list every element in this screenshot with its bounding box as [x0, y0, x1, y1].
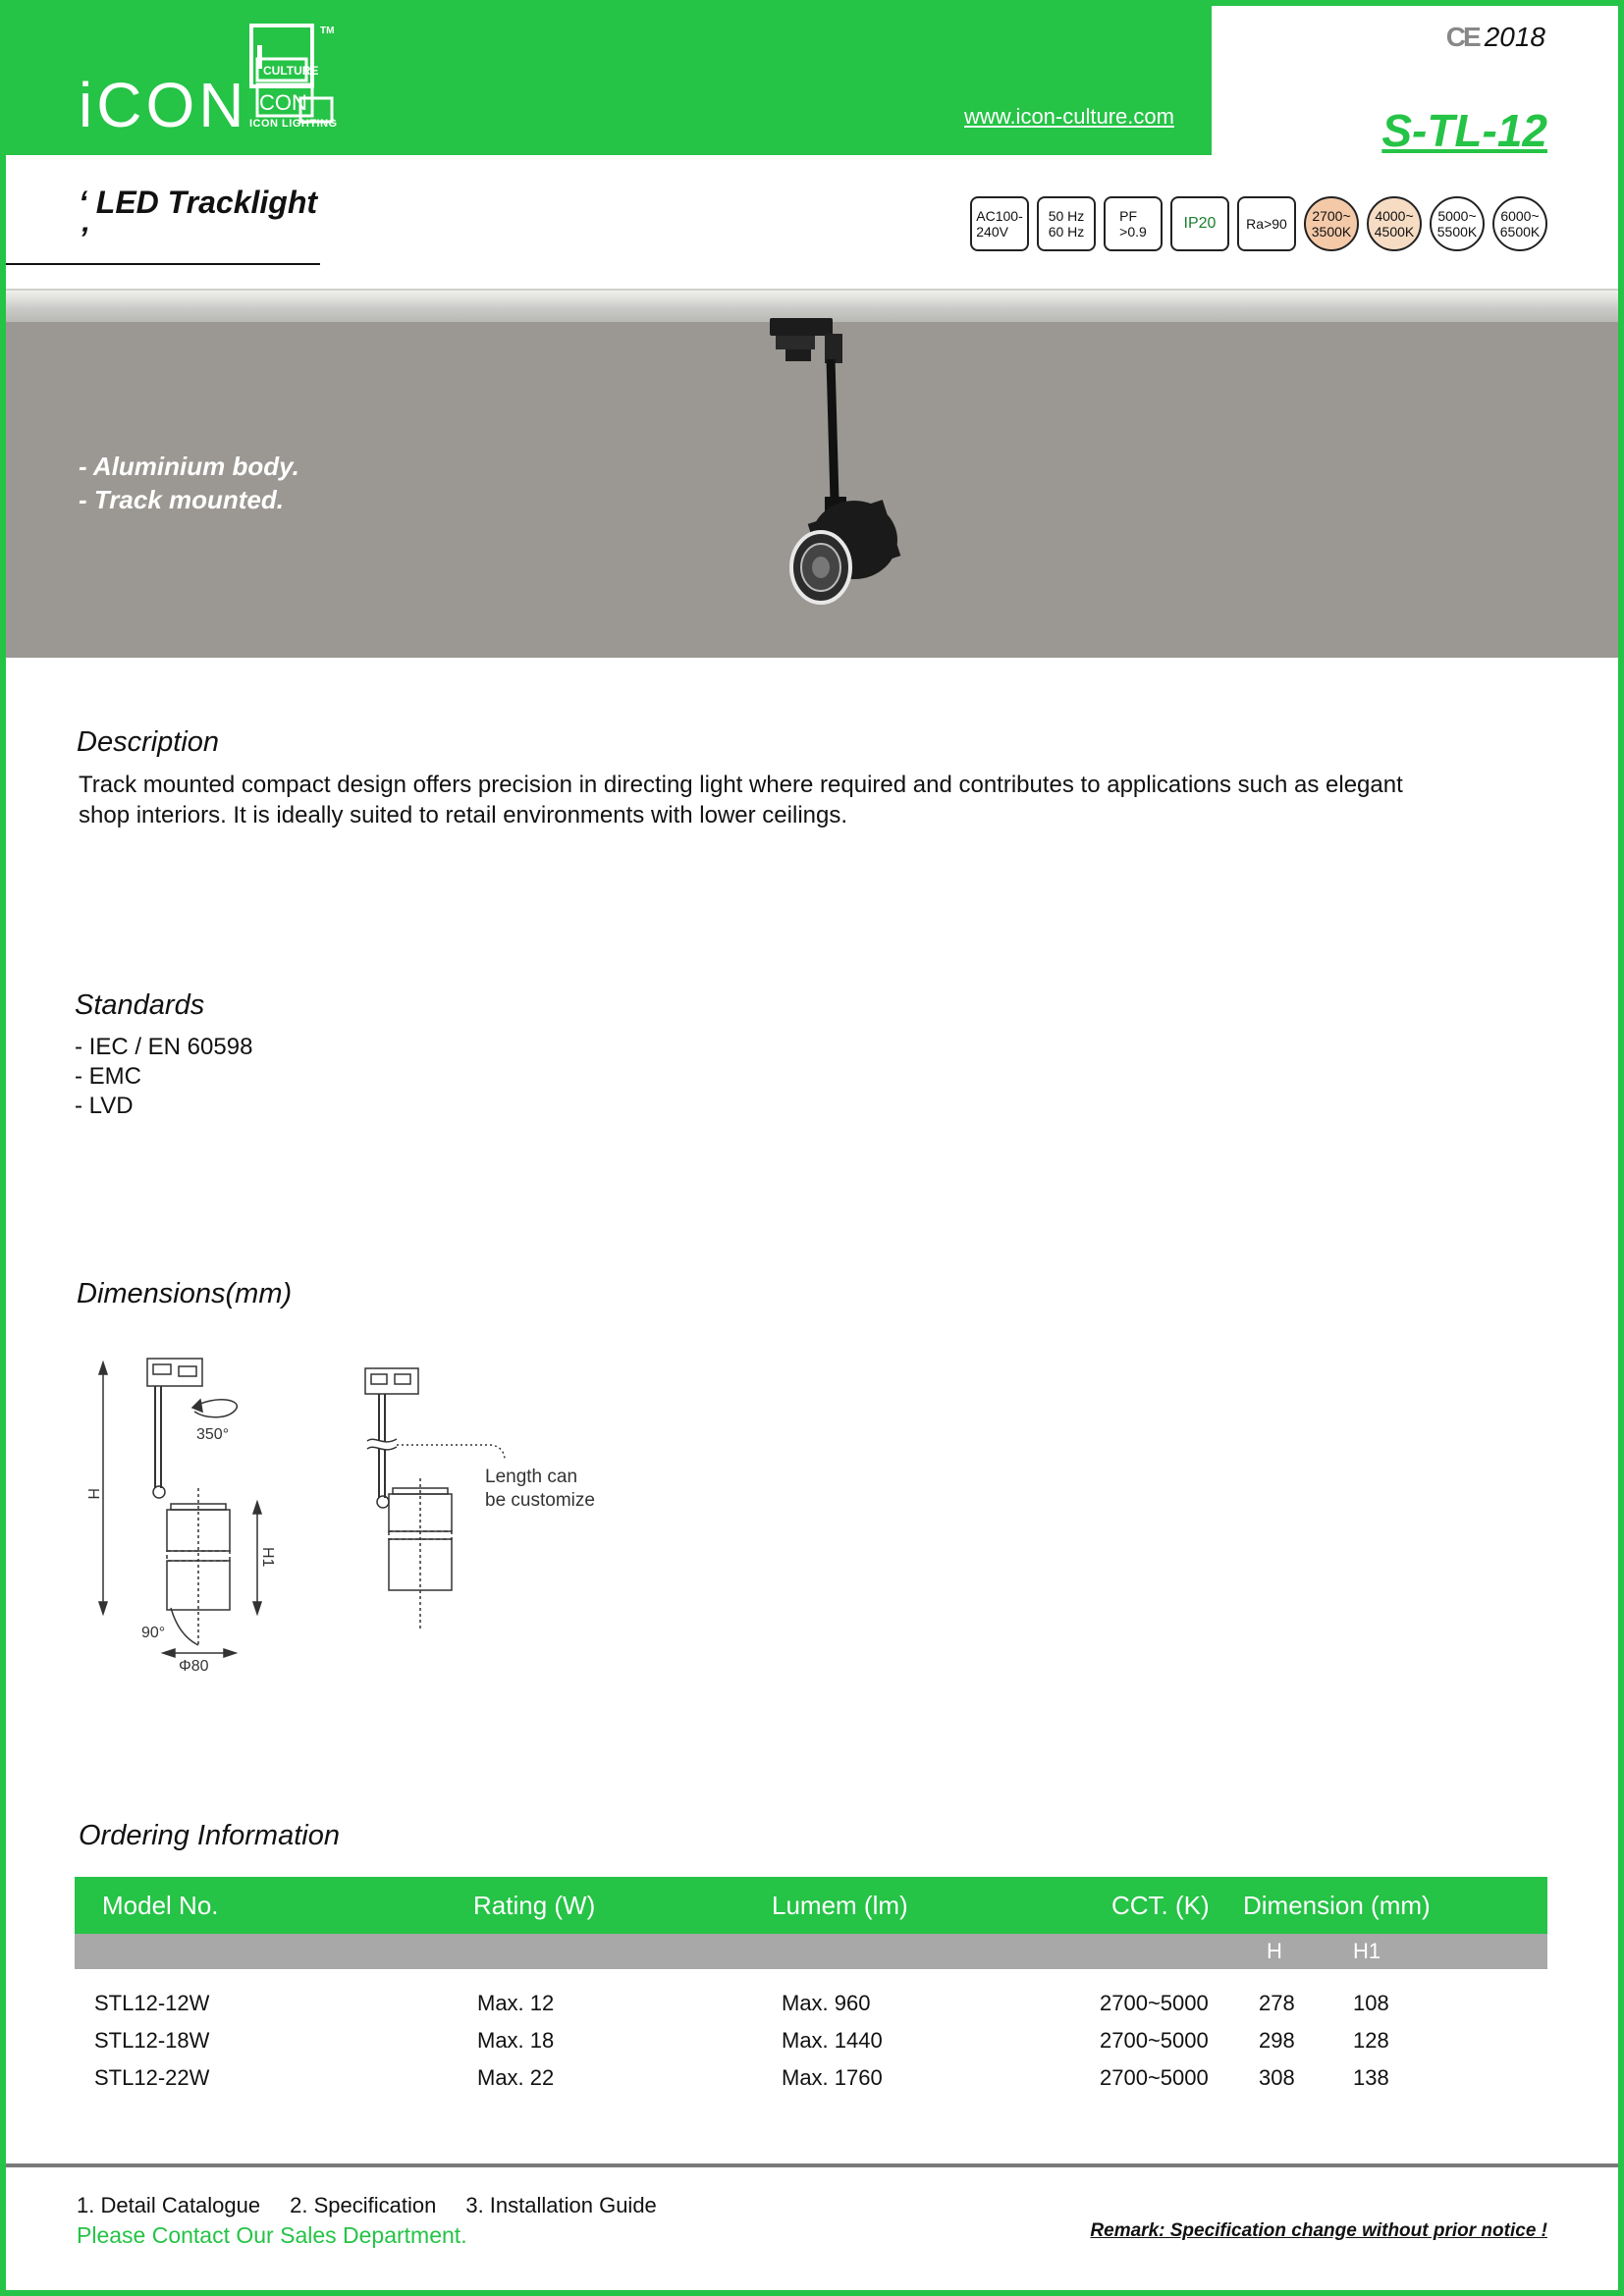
label-length-note-2: be customize — [485, 1490, 595, 1511]
dimension-drawing — [69, 1351, 638, 1675]
cri-badge: Ra>90 — [1237, 196, 1296, 251]
cell-cct: 2700~5000 — [1100, 2065, 1209, 2090]
standards-title: Standards — [75, 989, 205, 1021]
cell-h1: 138 — [1353, 2065, 1389, 2090]
ordering-table — [75, 1877, 1547, 2097]
cell-cct: 2700~5000 — [1100, 1991, 1209, 2015]
website-link[interactable]: www.icon-culture.com — [964, 104, 1174, 129]
standard-item: - IEC / EN 60598 — [75, 1034, 253, 1060]
link-detail-catalogue[interactable]: 1. Detail Catalogue — [77, 2193, 261, 2217]
link-installation-guide[interactable]: 3. Installation Guide — [465, 2193, 657, 2217]
contact-note: Please Contact Our Sales Department. — [77, 2222, 467, 2248]
model-code: S-TL-12 — [1381, 105, 1547, 156]
cell-model: STL12-12W — [94, 1991, 210, 2015]
logo-word-con: CON — [259, 90, 307, 115]
standards-list — [75, 1033, 252, 1121]
cell-lumen: Max. 1760 — [782, 2065, 883, 2090]
cell-lumen: Max. 1440 — [782, 2028, 883, 2053]
brand-caption: ICON LIGHTING — [249, 118, 338, 130]
power-factor-badge: PF >0.9 — [1104, 196, 1163, 251]
certification-year — [1446, 22, 1545, 53]
header-dimension: Dimension (mm) — [1243, 1877, 1547, 1934]
cell-model: STL12-22W — [94, 2065, 210, 2090]
subheader-h: H — [1243, 1934, 1341, 1969]
standard-item: - EMC — [75, 1063, 141, 1090]
trademark-symbol: TM — [320, 26, 335, 36]
table-row — [75, 2022, 1547, 2059]
cct-badge-2700: 2700~ 3500K — [1304, 196, 1359, 251]
footer-divider — [6, 2163, 1618, 2167]
header-cct: CCT. (K) — [978, 1877, 1243, 1934]
dimensions-title: Dimensions(mm) — [77, 1278, 293, 1309]
cell-rating: Max. 12 — [477, 1991, 555, 2015]
logo-word-culture: CULTURE — [263, 64, 319, 78]
brand-logo-icon — [249, 24, 344, 132]
ip-rating-badge: IP20 — [1170, 196, 1229, 251]
subheader-h1: H1 — [1341, 1934, 1547, 1969]
label-rotation: 350° — [196, 1426, 230, 1443]
cct-badge-4000: 4000~ 4500K — [1367, 196, 1422, 251]
frequency-badge: 50 Hz 60 Hz — [1037, 196, 1096, 251]
brand-logo-text: iCON — [79, 70, 248, 140]
feature-item: - Aluminium body. — [79, 452, 299, 481]
table-subheader-row — [75, 1934, 1547, 1969]
feature-list — [79, 450, 299, 516]
footer-links — [77, 2193, 657, 2218]
tracklight-photo — [756, 314, 913, 628]
table-row — [75, 1985, 1547, 2022]
label-height: H — [84, 1488, 101, 1500]
product-title: ‘ LED Tracklight ’ — [6, 185, 320, 265]
cell-h: 298 — [1259, 2028, 1295, 2053]
header-banner — [0, 0, 1212, 155]
header-rating: Rating (W) — [369, 1877, 683, 1934]
catalogue-year: 2018 — [1484, 22, 1545, 52]
cct-badge-6000: 6000~ 6500K — [1492, 196, 1547, 251]
cell-cct: 2700~5000 — [1100, 2028, 1209, 2053]
table-row — [75, 2059, 1547, 2097]
header-model: Model No. — [75, 1877, 369, 1934]
spec-badges — [970, 196, 1547, 251]
description-title: Description — [77, 726, 220, 758]
label-length-note-1: Length can — [485, 1467, 578, 1487]
table-header-row — [75, 1877, 1547, 1934]
cell-model: STL12-18W — [94, 2028, 210, 2053]
label-diameter: Φ80 — [179, 1658, 209, 1675]
link-specification[interactable]: 2. Specification — [290, 2193, 437, 2217]
voltage-badge: AC100- 240V — [970, 196, 1029, 251]
standard-item: - LVD — [75, 1093, 134, 1119]
cell-rating: Max. 18 — [477, 2028, 555, 2053]
cell-h: 308 — [1259, 2065, 1295, 2090]
ordering-title: Ordering Information — [79, 1820, 340, 1851]
remark-note: Remark: Specification change without prior notice ! — [1090, 2220, 1547, 2241]
cell-h1: 128 — [1353, 2028, 1389, 2053]
label-height1: H1 — [259, 1547, 276, 1568]
label-tilt: 90° — [141, 1625, 166, 1641]
cell-lumen: Max. 960 — [782, 1991, 871, 2015]
cell-h1: 108 — [1353, 1991, 1389, 2015]
description-text: Track mounted compact design offers precision in directing light where required and contributes to applications such as elegant shop interiors. It is ideally suited to retail environments with lower ceilings. — [79, 772, 1403, 828]
cell-rating: Max. 22 — [477, 2065, 555, 2090]
ce-mark-icon: CE — [1445, 22, 1479, 52]
cct-badge-5000: 5000~ 5500K — [1430, 196, 1485, 251]
header-lumen: Lumem (lm) — [683, 1877, 978, 1934]
cell-h: 278 — [1259, 1991, 1295, 2015]
feature-item: - Track mounted. — [79, 485, 285, 514]
